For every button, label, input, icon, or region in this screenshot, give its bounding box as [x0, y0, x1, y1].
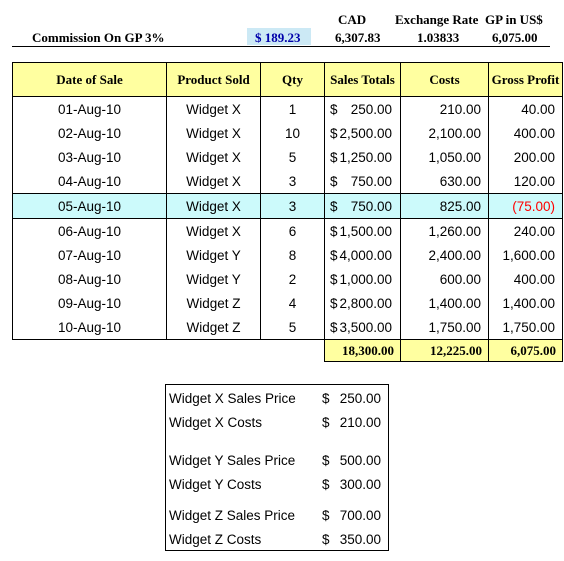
price-value[interactable]: 210.00	[339, 415, 381, 430]
cell-costs[interactable]: 1,260.00	[401, 219, 489, 244]
cell-costs[interactable]: 630.00	[401, 169, 489, 194]
table-header-row	[13, 63, 563, 97]
cell-product[interactable]: Widget X	[167, 145, 261, 169]
cell-product[interactable]: Widget X	[167, 97, 261, 122]
sales-amount: 1,500.00	[339, 223, 392, 239]
price-row	[169, 453, 385, 473]
currency-symbol: $	[330, 271, 338, 287]
price-row	[169, 477, 385, 497]
cell-gross-profit[interactable]: 40.00	[489, 97, 563, 122]
price-row	[169, 508, 385, 528]
total-sales[interactable]: 18,300.00	[325, 340, 401, 362]
cell-qty[interactable]: 8	[261, 243, 325, 267]
cad-value[interactable]: 6,307.83	[335, 30, 381, 45]
cell-gross-profit[interactable]: 240.00	[489, 219, 563, 244]
cell-sales[interactable]	[325, 145, 401, 169]
currency-symbol: $	[330, 319, 338, 335]
price-label[interactable]: Widget Z Costs	[169, 532, 262, 547]
total-gross-profit[interactable]: 6,075.00	[489, 340, 563, 362]
currency-symbol: $	[330, 198, 338, 214]
cell-costs[interactable]: 1,400.00	[401, 291, 489, 315]
table-row	[13, 145, 563, 169]
cell-product[interactable]: Widget Y	[167, 267, 261, 291]
cell-costs[interactable]: 210.00	[401, 97, 489, 122]
price-currency: $	[322, 532, 330, 547]
cell-date[interactable]: 03-Aug-10	[13, 145, 167, 169]
totals-spacer	[261, 340, 325, 362]
cell-gross-profit[interactable]: 120.00	[489, 169, 563, 194]
cell-product[interactable]: Widget X	[167, 121, 261, 145]
cell-date[interactable]: 10-Aug-10	[13, 315, 167, 340]
cad-header: CAD	[338, 12, 367, 27]
cell-date[interactable]: 05-Aug-10	[13, 194, 167, 219]
cell-product[interactable]: Widget Z	[167, 315, 261, 340]
cell-product[interactable]: Widget X	[167, 194, 261, 219]
cell-costs[interactable]: 2,400.00	[401, 243, 489, 267]
cell-gross-profit[interactable]: 400.00	[489, 121, 563, 145]
cell-date[interactable]: 08-Aug-10	[13, 267, 167, 291]
sales-amount: 750.00	[350, 198, 392, 214]
gp-us-value[interactable]: 6,075.00	[492, 30, 538, 45]
cell-sales[interactable]	[325, 194, 401, 219]
currency-symbol: $	[330, 173, 338, 189]
price-row	[169, 415, 385, 435]
totals-spacer	[13, 340, 167, 362]
totals-row	[13, 340, 563, 362]
currency-symbol: $	[330, 101, 338, 117]
price-label[interactable]: Widget Z Sales Price	[169, 508, 296, 523]
cell-costs[interactable]: 2,100.00	[401, 121, 489, 145]
cell-date[interactable]: 01-Aug-10	[13, 97, 167, 122]
price-value[interactable]: 300.00	[339, 477, 381, 492]
price-row	[169, 532, 385, 552]
cell-gross-profit[interactable]: 200.00	[489, 145, 563, 169]
cell-qty[interactable]: 1	[261, 97, 325, 122]
price-value[interactable]: 350.00	[339, 532, 381, 547]
cell-sales[interactable]	[325, 219, 401, 244]
price-currency: $	[322, 477, 330, 492]
cell-sales[interactable]	[325, 169, 401, 194]
currency-symbol: $	[330, 247, 338, 263]
sales-amount: 3,500.00	[339, 319, 392, 335]
cell-product[interactable]: Widget X	[167, 219, 261, 244]
cell-date[interactable]: 04-Aug-10	[13, 169, 167, 194]
table-row	[13, 121, 563, 145]
header-date[interactable]: Date of Sale	[13, 63, 167, 97]
currency-symbol: $	[330, 125, 338, 141]
header-qty[interactable]: Qty	[261, 63, 325, 97]
sales-amount: 1,000.00	[339, 271, 392, 287]
sales-amount: 250.00	[350, 101, 392, 117]
header-product[interactable]: Product Sold	[167, 63, 261, 97]
cell-sales[interactable]	[325, 243, 401, 267]
cell-product[interactable]: Widget Z	[167, 291, 261, 315]
cell-qty[interactable]: 3	[261, 194, 325, 219]
total-costs[interactable]: 12,225.00	[401, 340, 489, 362]
table-row	[13, 291, 563, 315]
sales-amount: 2,500.00	[339, 125, 392, 141]
price-label[interactable]: Widget X Costs	[169, 415, 263, 430]
sales-amount: 750.00	[350, 173, 392, 189]
cell-sales[interactable]	[325, 97, 401, 122]
header-gross-profit[interactable]: Gross Profit	[489, 63, 563, 97]
table-row	[13, 97, 563, 122]
cell-date[interactable]: 06-Aug-10	[13, 219, 167, 244]
cell-qty[interactable]: 5	[261, 315, 325, 340]
cell-costs[interactable]: 1,050.00	[401, 145, 489, 169]
cell-sales[interactable]	[325, 121, 401, 145]
sales-amount: 1,250.00	[339, 149, 392, 165]
currency-symbol: $	[330, 295, 338, 311]
cell-sales[interactable]	[325, 291, 401, 315]
price-label[interactable]: Widget Y Costs	[169, 477, 262, 492]
cell-gross-profit[interactable]: 1,400.00	[489, 291, 563, 315]
table-row	[13, 267, 563, 291]
price-currency: $	[322, 508, 330, 523]
cell-sales[interactable]	[325, 267, 401, 291]
sales-table	[12, 62, 563, 362]
price-label[interactable]: Widget X Sales Price	[169, 391, 296, 406]
exchange-rate-value[interactable]: 1.03833	[417, 30, 460, 45]
cell-costs[interactable]: 825.00	[401, 194, 489, 219]
price-currency: $	[322, 453, 330, 468]
cell-product[interactable]: Widget Y	[167, 243, 261, 267]
cell-qty[interactable]: 5	[261, 145, 325, 169]
currency-symbol: $	[330, 149, 338, 165]
gp-us-header: GP in US$	[485, 12, 543, 27]
cell-qty[interactable]: 3	[261, 169, 325, 194]
cell-gross-profit[interactable]: (75.00)	[489, 194, 563, 219]
currency-symbol: $	[330, 223, 338, 239]
exchange-rate-header: Exchange Rate	[395, 12, 479, 27]
table-row	[13, 219, 563, 244]
price-value[interactable]: 700.00	[339, 508, 381, 523]
cell-qty[interactable]: 6	[261, 219, 325, 244]
table-row	[13, 169, 563, 194]
cell-gross-profit[interactable]: 1,750.00	[489, 315, 563, 340]
cell-qty[interactable]: 2	[261, 267, 325, 291]
header-costs[interactable]: Costs	[401, 63, 489, 97]
table-row	[13, 315, 563, 340]
price-label[interactable]: Widget Y Sales Price	[169, 453, 296, 468]
cell-gross-profit[interactable]: 400.00	[489, 267, 563, 291]
sales-amount: 2,800.00	[339, 295, 392, 311]
cell-date[interactable]: 09-Aug-10	[13, 291, 167, 315]
sales-amount: 4,000.00	[339, 247, 392, 263]
header-sales[interactable]: Sales Totals	[325, 63, 401, 97]
cell-qty[interactable]: 4	[261, 291, 325, 315]
cell-sales[interactable]	[325, 315, 401, 340]
cell-costs[interactable]: 600.00	[401, 267, 489, 291]
price-value[interactable]: 250.00	[339, 391, 381, 406]
price-value[interactable]: 500.00	[339, 453, 381, 468]
commission-label: Commission On GP 3%	[32, 30, 165, 45]
cell-qty[interactable]: 10	[261, 121, 325, 145]
cell-costs[interactable]: 1,750.00	[401, 315, 489, 340]
cell-date[interactable]: 07-Aug-10	[13, 243, 167, 267]
table-row	[13, 194, 563, 219]
cell-date[interactable]: 02-Aug-10	[13, 121, 167, 145]
commission-value[interactable]: $ 189.23	[255, 30, 301, 45]
price-currency: $	[322, 415, 330, 430]
cell-gross-profit[interactable]: 1,600.00	[489, 243, 563, 267]
totals-spacer	[167, 340, 261, 362]
price-reference-box	[165, 384, 389, 551]
table-row	[13, 243, 563, 267]
cell-product[interactable]: Widget X	[167, 169, 261, 194]
price-row	[169, 391, 385, 411]
price-currency: $	[322, 391, 330, 406]
